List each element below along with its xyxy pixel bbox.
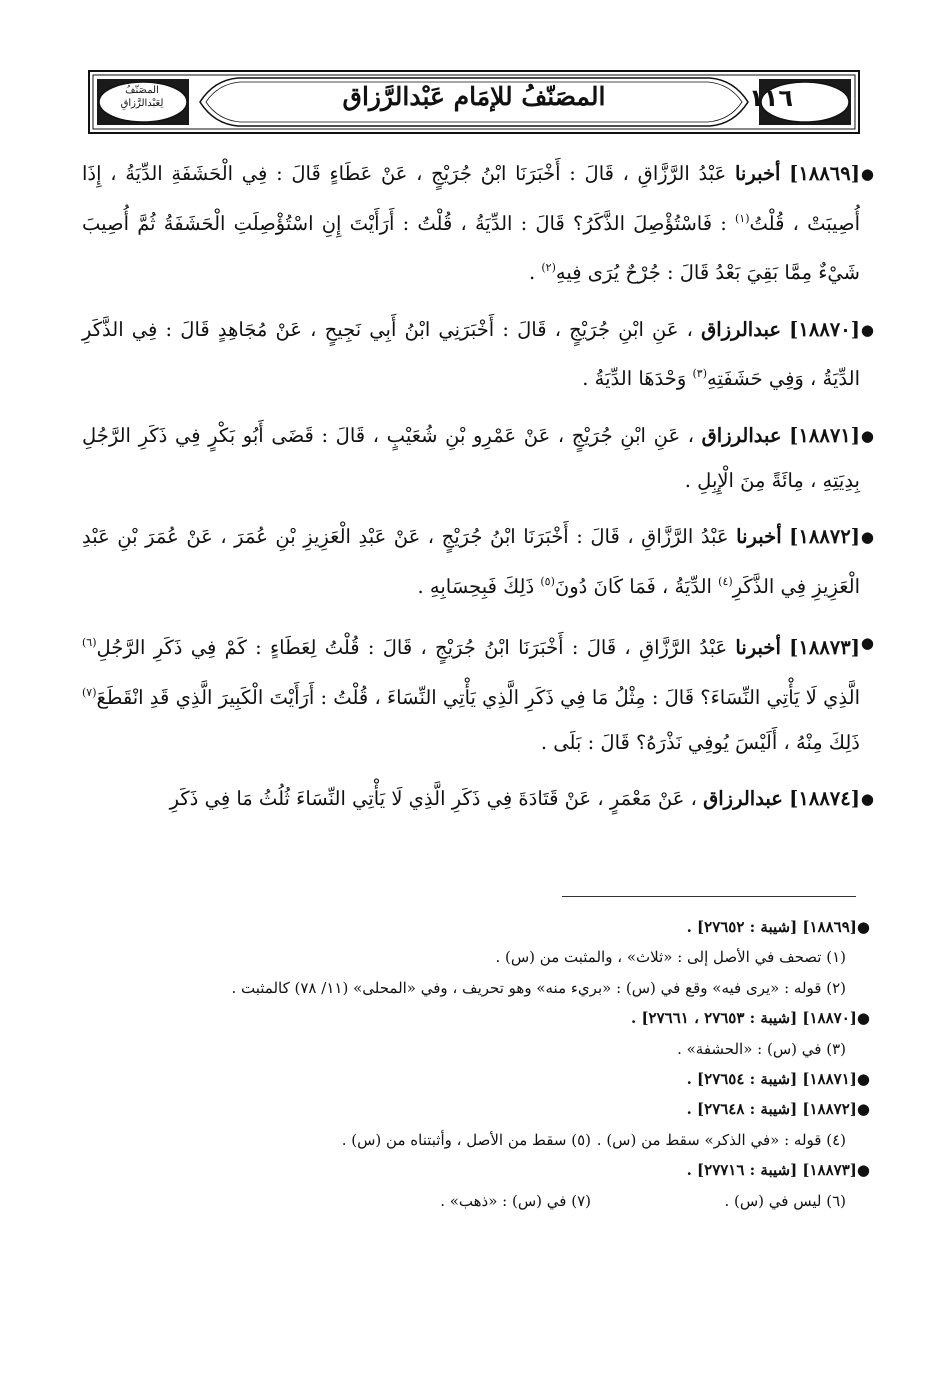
book-emblem [100, 84, 184, 110]
footnote-4: (٤) قوله : «في الذكر» سقط من (س) . [596, 1130, 846, 1149]
chain-marker: أخبرنا [736, 525, 782, 549]
footnote-7: (٧) في (س) : «ذهب» . [440, 1191, 591, 1210]
hadith-body: وَحْدَهَا الدِّيَةُ . [582, 367, 693, 391]
hadith-number: [١٨٨٧١] [789, 423, 861, 447]
footnote-ref: (٧) [82, 685, 97, 699]
bullet-icon: ● [860, 165, 874, 183]
footnote-row [100, 1186, 870, 1216]
footnote-ref: (٣) [692, 367, 707, 381]
hadith-text [82, 152, 874, 834]
bullet-icon: ● [860, 634, 874, 653]
footnote-row [100, 1125, 870, 1155]
footnote-separator [562, 896, 856, 897]
bullet-icon: ● [856, 1100, 870, 1119]
footnote-1: (١) تصحف في الأصل إلى : «ثلاث» ، والمثبت من (س) . [495, 948, 846, 967]
bullet-icon: ● [860, 320, 874, 339]
footnote-ref: (١) [735, 211, 750, 225]
chain-marker: عبدالرزاق [701, 423, 782, 447]
source-note [100, 1003, 870, 1033]
hadith-body: عَبْدُ الرَّزَّاقِ ، قَالَ : أَخْبَرَنَا ابْنُ جُرَيْجٍ ، عَنْ عَطَاءٍ قَالَ : فِي الْحَشَفَةِ الدِّيَةُ ، إِذَا أُصِيبَتْ ، قُلْتُ [82, 162, 860, 235]
hadith-body: ، عَنِ ابْنِ جُرَيْجٍ ، قَالَ : أَخْبَرَنِي ابْنُ أَبِي نَجِيحٍ ، عَنْ مُجَاهِدٍ قَالَ : فِي الذَّكَرِ الدِّيَةُ ، وَفِي حَشَفَتِهِ [82, 317, 860, 391]
hadith-number: [١٨٨٦٩] [789, 162, 860, 185]
chain-marker: أخبرنا [735, 636, 781, 660]
footnote-6: (٦) ليس في (س) . [724, 1191, 846, 1210]
footnote-ref: (٢) [541, 261, 556, 275]
footnote-ref: (٥) [540, 574, 555, 588]
footnote-ref: (٦) [82, 636, 97, 650]
hadith-18873 [82, 621, 874, 765]
hadith-number: [١٨٨٧٣] [789, 636, 860, 660]
chain-marker: أخبرنا [734, 162, 781, 185]
hadith-body: ، عَنِ ابْنِ جُرَيْجٍ ، عَنْ عَمْرِو بْنِ شُعَيْبٍ ، قَالَ : قَضَى أَبُو بَكْرٍ فِي ذَكَرِ الرَّجُلِ بِدِيَتِهِ ، مِائَةً مِنَ الْإِبِلِ . [82, 423, 860, 492]
hadith-number: [١٨٨٧٤] [789, 787, 860, 811]
bullet-icon: ● [860, 790, 874, 809]
source-note [100, 1094, 870, 1124]
hadith-number: [١٨٨٧٠] [789, 317, 860, 341]
note-text: [١٨٨٧١] [شيبة : ٢٧٦٥٤] . [686, 1069, 857, 1088]
bullet-icon: ● [856, 1069, 870, 1088]
hadith-body: ، عَنْ مَعْمَرٍ ، عَنْ قَتَادَةَ فِي ذَكَرِ الَّذِي لَا يَأْتِي النِّسَاءَ ثُلُثُ مَا فِي ذَكَرِ [169, 787, 697, 811]
hadith-body: : فَاسْتُؤْصِلَ الذَّكَرُ؟ قَالَ : الدِّيَةُ ، قُلْتُ : أَرَأَيْتَ إِنِ اسْتُؤْصِلَتِ الْحَشَفَةُ ثُمَّ أُصِيبَ شَيْءٌ مِمَّا بَقِيَ بَعْدُ قَالَ : جُرْحٌ يُرَى فِيهِ [82, 211, 860, 285]
emblem-line: المصَنّفُ [125, 85, 159, 96]
source-note [100, 912, 870, 942]
hadith-18874 [82, 777, 874, 822]
note-text: [١٨٨٦٩] [شيبة : ٢٧٦٥٢] . [686, 918, 857, 936]
source-note [100, 1155, 870, 1185]
note-text: [١٨٨٧٣] [شيبة : ٢٧٧١٦] . [686, 1161, 857, 1180]
footnote-3: (٣) في (س) : «الحشفة» . [677, 1039, 846, 1058]
bullet-icon: ● [856, 1009, 870, 1028]
hadith-18872 [82, 515, 874, 609]
chain-marker: عبدالرزاق [703, 787, 783, 811]
hadith-body: الدِّيَةُ ، فَمَا كَانَ دُونَ [554, 574, 719, 598]
bullet-icon: ● [856, 1161, 870, 1180]
hadith-18871 [82, 414, 874, 503]
footnotes [100, 912, 870, 1216]
hadith-body: ذَلِكَ مِنْهُ ، أَلَيْسَ يُوفِي نَذْرَهُ؟ قَالَ : بَلَى . [540, 730, 860, 754]
emblem-line: لِعَبْدالرَّزاقِ [120, 98, 164, 109]
hadith-18870 [82, 308, 874, 402]
running-title: المصَنّفُ للإمَام عَبْدالرَّزاق [342, 82, 606, 111]
bullet-icon: ● [860, 426, 874, 445]
footnote-ref: (٤) [718, 574, 733, 588]
hadith-body: عَبْدُ الرَّزَّاقِ ، قَالَ : أَخْبَرَنَا ابْنُ جُرَيْجٍ ، قَالَ : قُلْتُ لِعَطَاءٍ : كَمْ فِي ذَكَرِ الرَّجُلِ [96, 636, 728, 660]
source-note [100, 1064, 870, 1094]
note-text: [١٨٨٧٠] [شيبة : ٢٧٦٥٣ ، ٢٧٦٦١] . [631, 1009, 857, 1028]
footnote-5: (٥) سقط من الأصل ، وأثبتناه من (س) . [341, 1130, 591, 1149]
hadith-body: عَبْدُ الرَّزَّاقِ ، قَالَ : أَخْبَرَنَا ابْنُ جُرَيْجٍ ، عَنْ عَبْدِ الْعَزِيزِ بْنِ عُمَرَ ، عَنْ عُمَرَ بْنِ عَبْدِ الْعَزِيزِ فِي الذَّكَرِ [82, 525, 860, 598]
hadith-number: [١٨٨٧٢] [789, 525, 860, 549]
hadith-18869 [82, 152, 874, 296]
hadith-body: . [528, 261, 542, 285]
page-number: ١١٦ [749, 84, 793, 112]
bullet-icon: ● [856, 918, 870, 936]
footnote-2: (٢) قوله : «يرى فيه» وقع في (س) : «بريء منه» وهو تحريف ، وفي «المحلى» (١١/ ٧٨) كالمثبت . [231, 978, 846, 997]
note-text: [١٨٨٧٢] [شيبة : ٢٧٦٤٨] . [686, 1100, 857, 1119]
hadith-body: ذَلِكَ فَبِحِسَابِهِ . [417, 574, 541, 598]
hadith-body: الَّذِي لَا يَأْتِي النِّسَاءَ؟ قَالَ : مِثْلُ مَا فِي ذَكَرِ الَّذِي يَأْتِي النِّسَاءَ ، قُلْتُ : أَرَأَيْتَ الْكَبِيرَ الَّذِي قَدِ انْقَطَعَ [96, 685, 860, 709]
chain-marker: عبدالرزاق [701, 317, 781, 341]
running-header [88, 70, 860, 134]
bullet-icon: ● [860, 528, 874, 547]
